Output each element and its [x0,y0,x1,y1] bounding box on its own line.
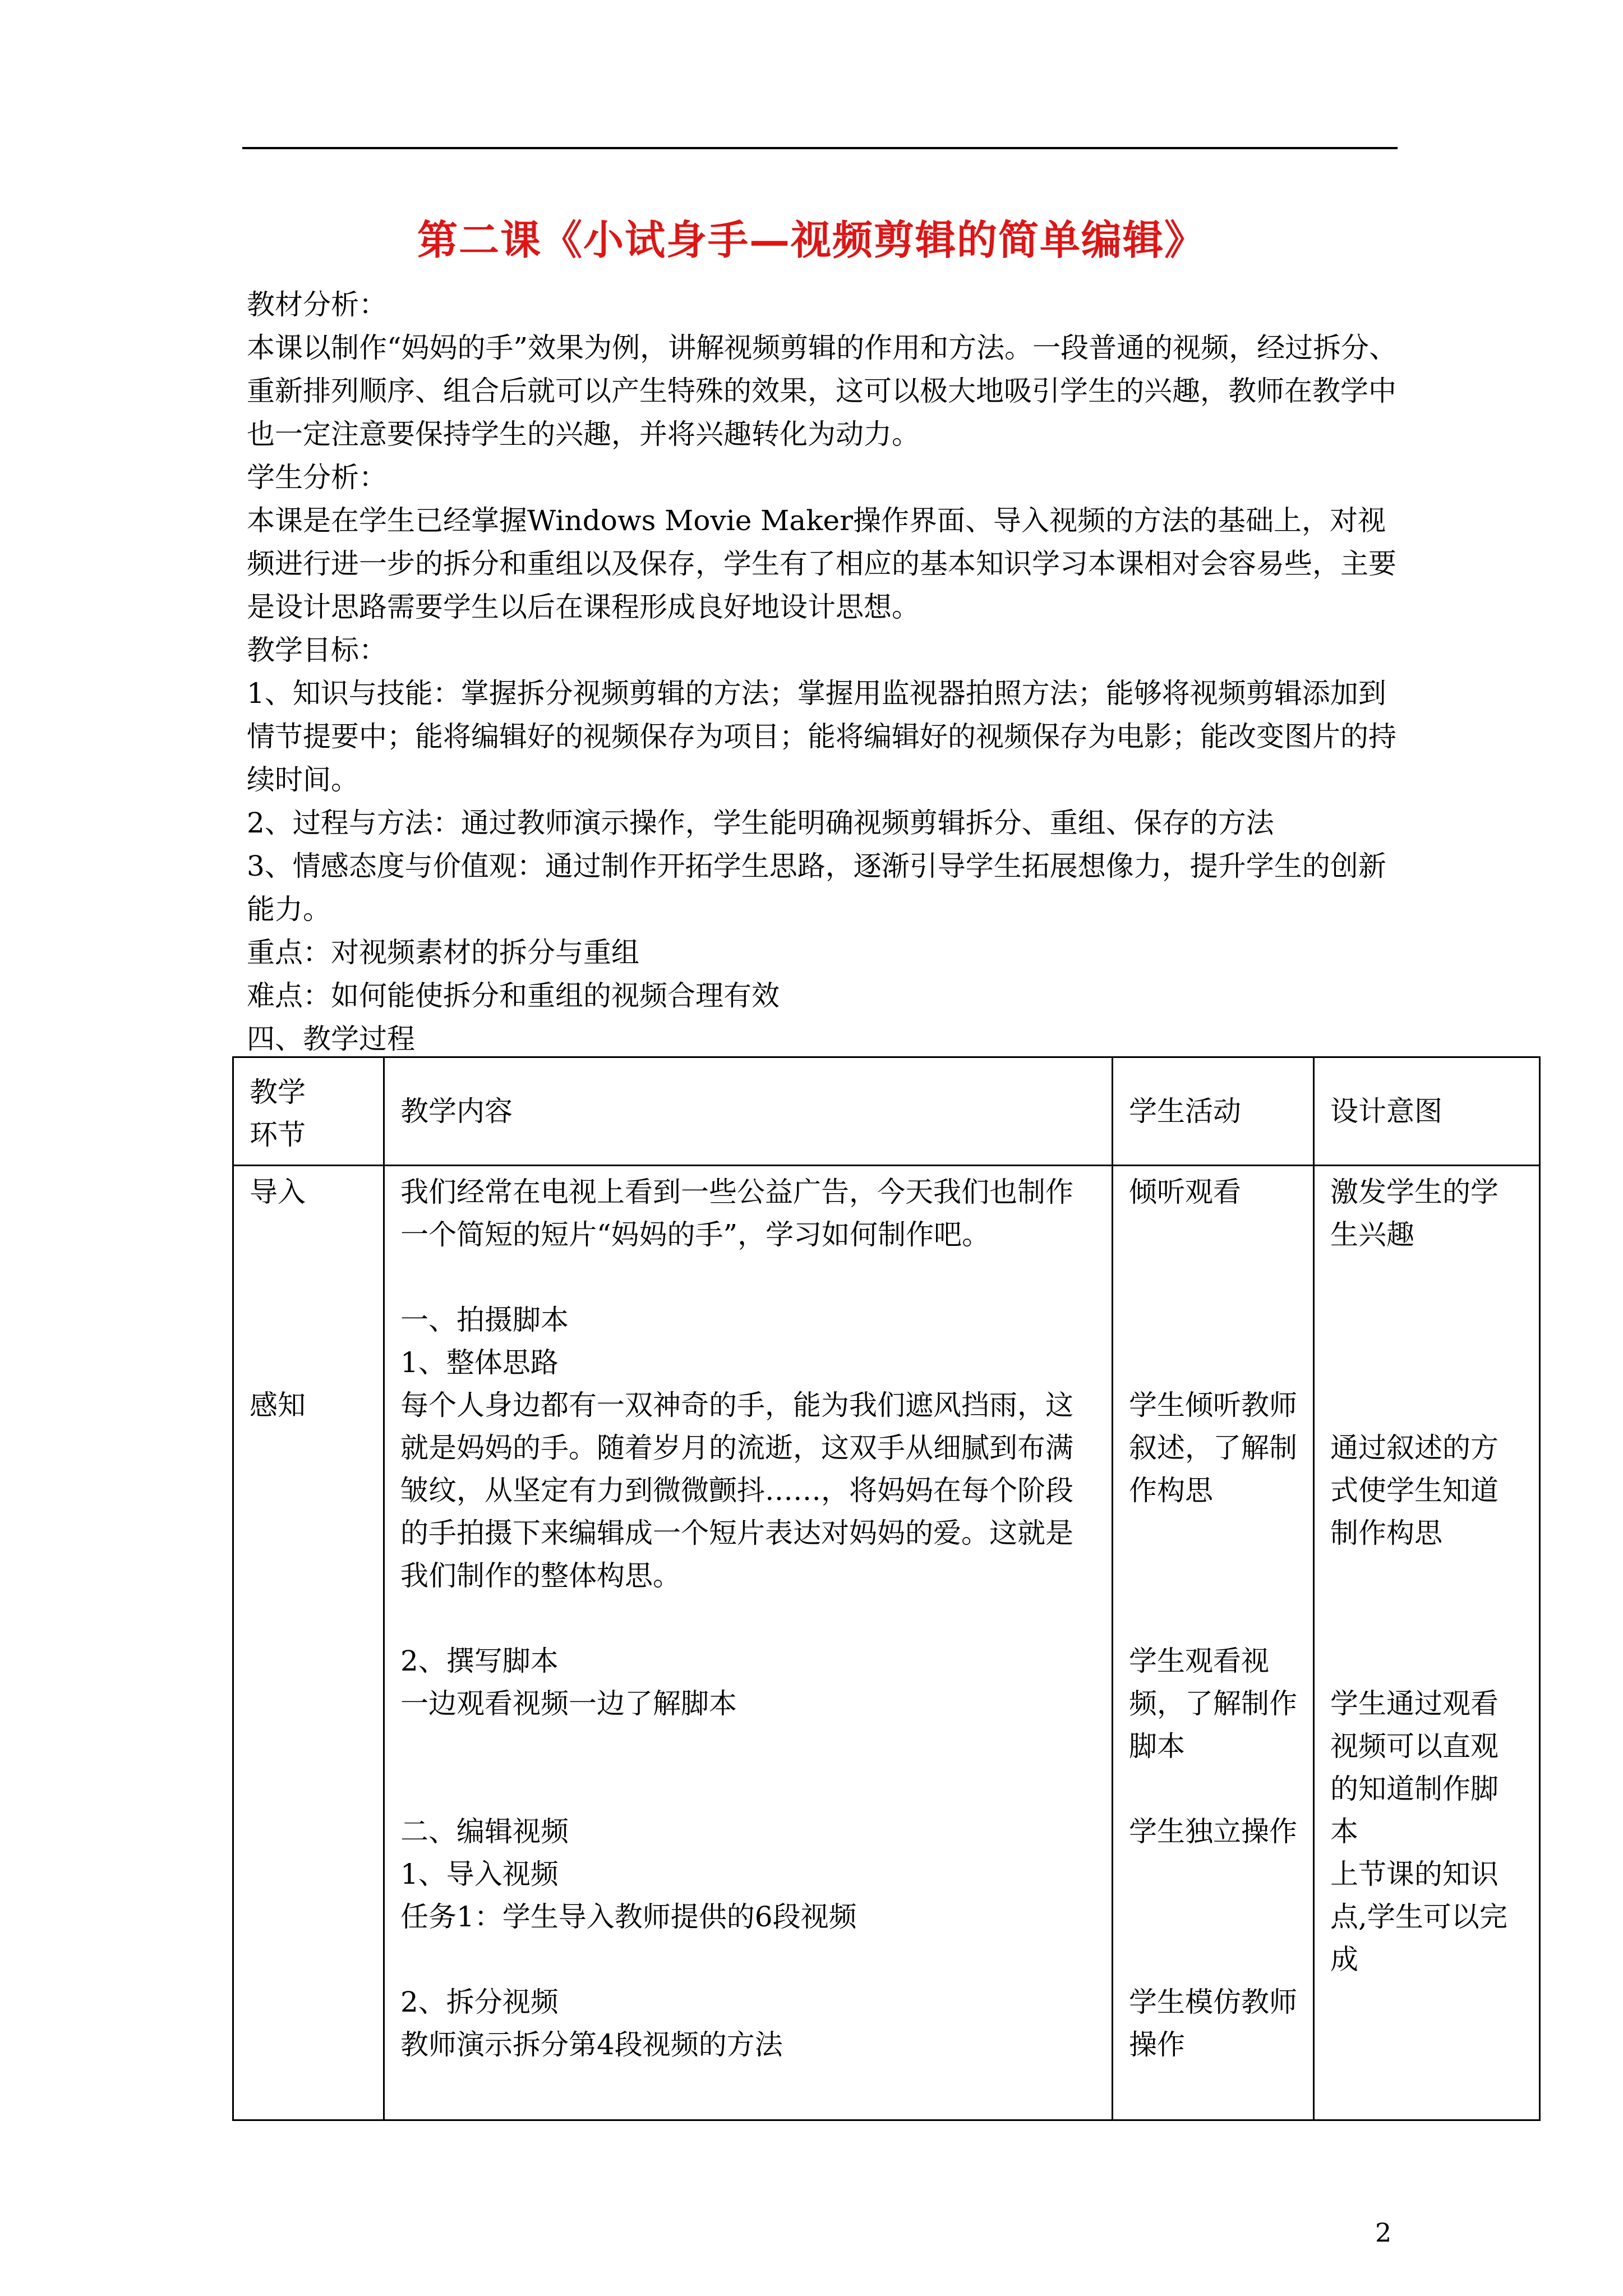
page-title: 第二课《小试身手—视频剪辑的简单编辑》 [417,216,1206,264]
header-design-intent: 设计意图 [1314,1057,1540,1166]
goal-2: 2、过程与方法：通过教师演示操作，学生能明确视频剪辑拆分、重组、保存的方法 [247,807,1274,839]
table-row [233,1166,1540,2120]
table-header-row [233,1057,1540,1166]
document-body [247,283,1402,1061]
content-cell: 我们经常在电视上看到一些公益广告，今天我们也制作一个简短的短片“妈妈的手”，学习如何制作吧。 一、拍摄脚本 1、整体思路 每个人身边都有一双神奇的手，能为我们遮风挡雨，这就是妈妈的手。随着岁月的流逝，这双手从细腻到布满皱纹，从坚定有力到微微颤抖……，将妈妈在每个阶段的手拍摄下来编辑成一个短片表达对妈妈的爱。这就是我们制作的整体构思。 2、撰写脚本 一边观看视频一边了解脚本 二、编辑视频 1、导入视频 任务1：学生导入教师提供的6段视频 2、拆分视频 教师演示拆分第4段视频的方法 [384,1166,1113,2120]
header-stage: 教学 环节 [233,1057,384,1166]
goals-heading: 教学目标： [247,634,387,666]
student-heading: 学生分析： [247,461,387,494]
key-point: 重点：对视频素材的拆分与重组 [247,936,639,969]
header-rule [242,147,1398,149]
header-student-activity: 学生活动 [1113,1057,1314,1166]
material-text: 本课以制作“妈妈的手”效果为例，讲解视频剪辑的作用和方法。一段普通的视频，经过拆分、重新排列顺序、组合后就可以产生特殊的效果，这可以极大地吸引学生的兴趣，教师在教学中也一定注意要保持学生的兴趣，并将兴趣转化为动力。 [247,332,1398,450]
process-heading: 四、教学过程 [247,1023,415,1055]
student-activity-cell: 倾听观看 学生倾听教师叙述，了解制作构思 学生观看视频，了解制作脚本 学生独立操作 学生模仿教师操作 [1113,1166,1314,2120]
difficulty: 难点：如何能使拆分和重组的视频合理有效 [247,979,780,1012]
header-content: 教学内容 [384,1057,1113,1166]
goal-3: 3、情感态度与价值观：通过制作开拓学生思路，逐渐引导学生拓展想像力，提升学生的创新能力。 [247,850,1386,926]
stage-cell: 导入 感知 [233,1166,384,2120]
design-intent-cell: 激发学生的学生兴趣 通过叙述的方式使学生知道制作构思 学生通过观看视频可以直观的知道制作脚本 上节课的知识点,学生可以完成 [1314,1166,1540,2120]
material-heading: 教材分析： [247,288,387,321]
teaching-process-table [232,1056,1541,2121]
goal-1: 1、知识与技能：掌握拆分视频剪辑的方法；掌握用监视器拍照方法；能够将视频剪辑添加到情节提要中；能将编辑好的视频保存为项目；能将编辑好的视频保存为电影；能改变图片的持续时间。 [247,677,1396,796]
page-number: 2 [1375,2217,1392,2248]
student-text: 本课是在学生已经掌握Windows Movie Maker操作界面、导入视频的方法的基础上，对视频进行进一步的拆分和重组以及保存，学生有了相应的基本知识学习本课相对会容易些，主要是设计思路需要学生以后在课程形成良好地设计思想。 [247,504,1396,623]
